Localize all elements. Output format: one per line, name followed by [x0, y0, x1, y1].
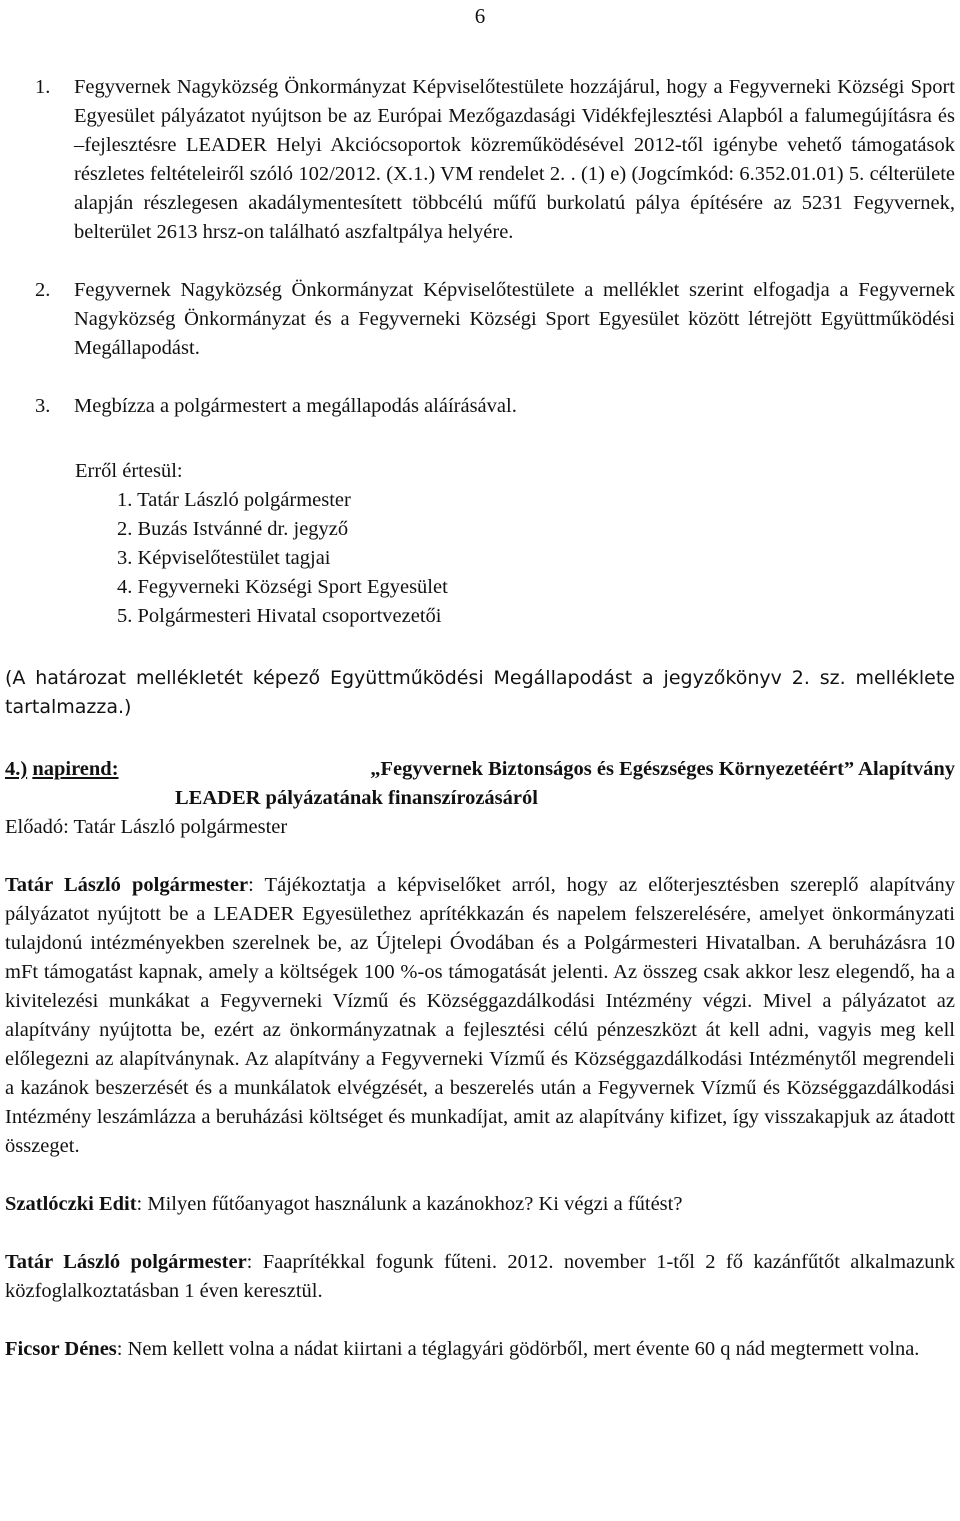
- agenda-label: napirend:: [32, 758, 119, 780]
- presenter: Előadó: Tatár László polgármester: [5, 816, 288, 838]
- notify-item: 1. Tatár László polgármester: [117, 489, 351, 511]
- speech-text: : Faaprítékkal fogunk fűteni. 2012. november 1-től 2 fő kazánfűtőt alkalmazunk közfoglalkoztatásban 1 éven keresztül.: [5, 1251, 955, 1302]
- dialogue-entry: [5, 1248, 955, 1306]
- resolution-number: 2.: [35, 279, 51, 301]
- agenda-number: 4.): [5, 758, 28, 780]
- annex-note: (A határozat mellékletét képező Együttműködési Megállapodást a jegyzőkönyv 2. sz. melléklete tartalmazza.): [5, 667, 955, 718]
- notify-item: 5. Polgármesteri Hivatal csoportvezetői: [117, 605, 442, 627]
- speaker-name: Tatár László polgármester: [5, 1251, 247, 1273]
- speech-text: : Nem kellett volna a nádat kiirtani a téglagyári gödörből, mert évente 60 q nád megtermett volna.: [116, 1338, 920, 1360]
- resolution-item-2: [5, 276, 955, 363]
- resolution-item-1: [5, 73, 955, 247]
- resolution-text: Megbízza a polgármestert a megállapodás aláírásával.: [74, 395, 517, 417]
- agenda-heading: [5, 755, 955, 813]
- notify-title: Erről értesül:: [75, 460, 183, 482]
- agenda-title-line2: LEADER pályázatának finanszírozásáról: [175, 787, 538, 809]
- notify-item: 4. Fegyverneki Községi Sport Egyesület: [117, 576, 448, 598]
- resolution-text: Fegyvernek Nagyközség Önkormányzat Képviselőtestülete a melléklet szerint elfogadja a Fegyvernek Nagyközség Önkormányzat és a Fegyverneki Községi Sport Egyesület között létrejött Együttműködési Megállapodást.: [74, 279, 955, 359]
- agenda-title-line1: „Fegyvernek Biztonságos és Egészséges Környezetéért” Alapítvány: [370, 758, 955, 780]
- speaker-name: Ficsor Dénes: [5, 1338, 117, 1360]
- page-number: 6: [474, 4, 486, 28]
- notify-item: 2. Buzás Istvánné dr. jegyző: [117, 518, 349, 540]
- dialogue-entry: [5, 1335, 955, 1364]
- speech-text: : Tájékoztatja a képviselőket arról, hogy az előterjesztésben szereplő alapítvány pályázatot nyújtott be a LEADER Egyesülethez aprítékkazán és napelem felszerelésére, amelyet önkormányzati tulajdonú intézményekben szerelnek be, az Újtelepi Óvodában és a Polgármesteri Hivatalban. A beruházásra 10 mFt támogatást kapnak, amely a költségek 100 %-os támogatását jelenti. Az összeg csak akkor lesz elegendő, ha a kivitelezési munkákat a Fegyverneki Vízmű és Községgazdálkodási Intézmény végzi. Mivel a pályázatot az alapítvány nyújtotta be, ezért az önkormányzatnak a fejlesztési célú pénzeszközt át kell adni, vagyis meg kell előlegezni az alapítványnak. Az alapítvány a Fegyverneki Vízmű és Községgazdálkodási Intézménytől megrendeli a kazánok beszerzését és a munkálatok elvégzését, a beszerelés után a Fegyvernek Vízmű és Községgazdálkodási Intézmény leszámlázza a beruházási költséget és munkadíjat, amit az alapítvány kifizet, így visszakapjuk az átadott összeget.: [5, 874, 955, 1157]
- dialogue-entry: [5, 871, 955, 1161]
- resolution-number: 1.: [35, 76, 51, 98]
- dialogue-entry: [5, 1190, 955, 1219]
- document-body: [5, 73, 955, 1364]
- speaker-name: Szatlóczki Edit: [5, 1193, 137, 1215]
- notify-item: 3. Képviselőtestület tagjai: [117, 547, 331, 569]
- speaker-name: Tatár László polgármester: [5, 874, 249, 896]
- notify-list: [5, 486, 955, 631]
- resolution-number: 3.: [35, 395, 51, 417]
- resolution-item-3: [5, 392, 955, 421]
- speech-text: : Milyen fűtőanyagot használunk a kazánokhoz? Ki végzi a fűtést?: [136, 1193, 683, 1215]
- resolution-text: Fegyvernek Nagyközség Önkormányzat Képviselőtestülete hozzájárul, hogy a Fegyverneki Községi Sport Egyesület pályázatot nyújtson be az Európai Mezőgazdasági Vidékfejlesztési Alapból a falumegújításra és –fejlesztésre LEADER Helyi Akciócsoportok közreműködésével 2012-től igénybe vehető támogatások részletes feltételeiről szóló 102/2012. (X.1.) VM rendelet 2. . (1) e) (Jogcímkód: 6.352.01.01) 5. célterülete alapján részlegesen akadálymentesített többcélú műfű burkolatú pálya építésére az 5231 Fegyvernek, belterület 2613 hrsz-on található aszfaltpálya helyére.: [74, 76, 955, 243]
